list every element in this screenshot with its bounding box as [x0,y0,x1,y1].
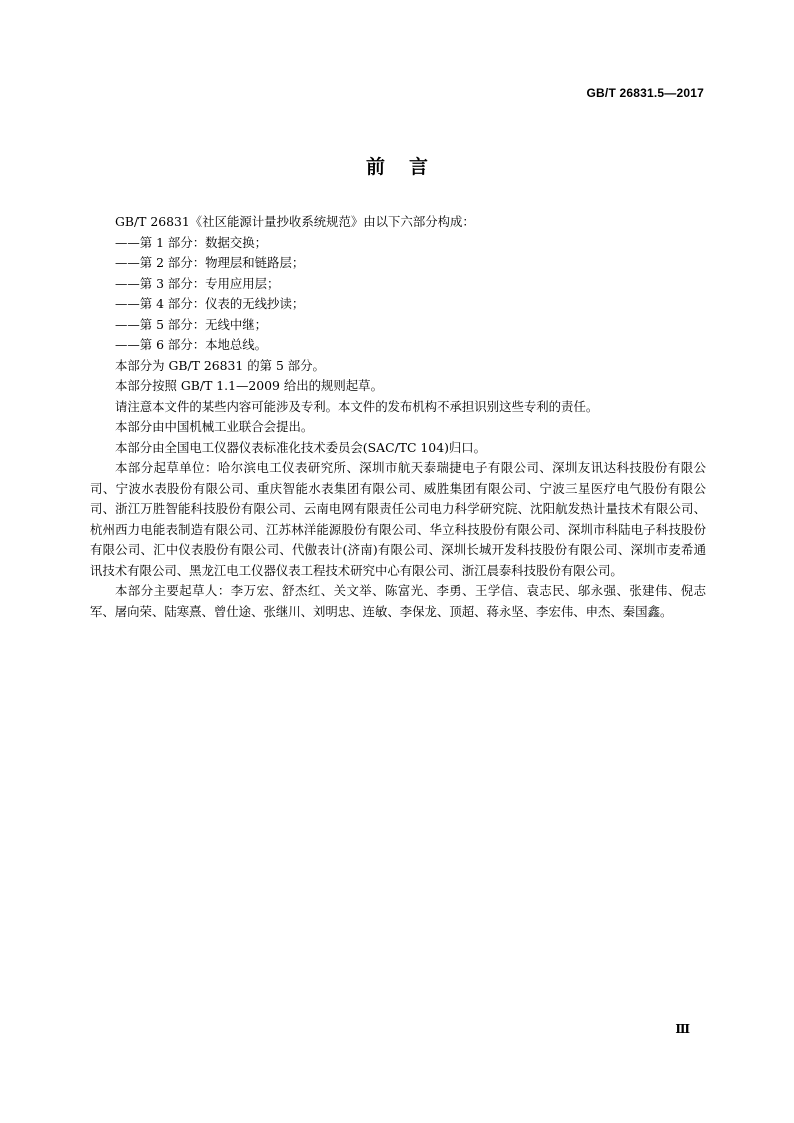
patent-notice: 请注意本文件的某些内容可能涉及专利。本文件的发布机构不承担识别这些专利的责任。 [115,398,599,414]
list-item: ——第 5 部分：无线中继； [115,316,268,332]
part-statement: 本部分为 GB/T 26831 的第 5 部分。 [115,357,325,373]
page-title: 前言 [365,156,452,178]
foreword-body [90,212,706,622]
drafting-organizations: 本部分起草单位：哈尔滨电工仪表研究所、深圳市航天泰瑞捷电子有限公司、深圳友讯达科技股份有限公司、宁波水表股份有限公司、重庆智能水表集团有限公司、威胜集团有限公司、宁波三星医疗电气股份有限公司、浙江万胜智能科技股份有限公司、云南电网有限责任公司电力科学研究院、沈阳航发热计量技术有限公司、杭州西力电能表制造有限公司、江苏林洋能源股份有限公司、华立科技股份有限公司、深圳市科陆电子科技股份有限公司、汇中仪表股份有限公司、代傲表计(济南)有限公司、深圳长城开发科技股份有限公司、深圳市麦希通讯技术有限公司、黑龙江电工仪器仪表工程技术研究中心有限公司、浙江晨泰科技股份有限公司。 [90,460,706,578]
committee-statement: 本部分由全国电工仪器仪表标准化技术委员会(SAC/TC 104)归口。 [115,439,487,455]
page-number: Ⅲ [675,1022,690,1036]
drafting-rules-statement: 本部分按照 GB/T 1.1—2009 给出的规则起草。 [115,378,383,393]
list-item: ——第 4 部分：仪表的无线抄读； [115,296,305,311]
main-drafters: 本部分主要起草人：李万宏、舒杰红、关文举、陈富光、李勇、王学信、袁志民、邬永强、张建伟、倪志军、屠向荣、陆寒熹、曾仕途、张继川、刘明忠、连敏、李保龙、顶超、蒋永坚、李宏伟、申杰、秦国鑫。 [90,583,706,619]
proposer-statement: 本部分由中国机械工业联合会提出。 [115,419,314,434]
list-item: ——第 2 部分：物理层和链路层； [115,255,305,270]
list-item: ——第 1 部分：数据交换； [115,234,268,250]
list-item: ——第 6 部分：本地总线。 [115,337,268,352]
standard-number: GB/T 26831.5—2017 [586,86,704,100]
intro-paragraph: GB/T 26831《社区能源计量抄收系统规范》由以下六部分构成： [115,214,475,229]
list-item: ——第 3 部分：专用应用层； [115,275,280,291]
